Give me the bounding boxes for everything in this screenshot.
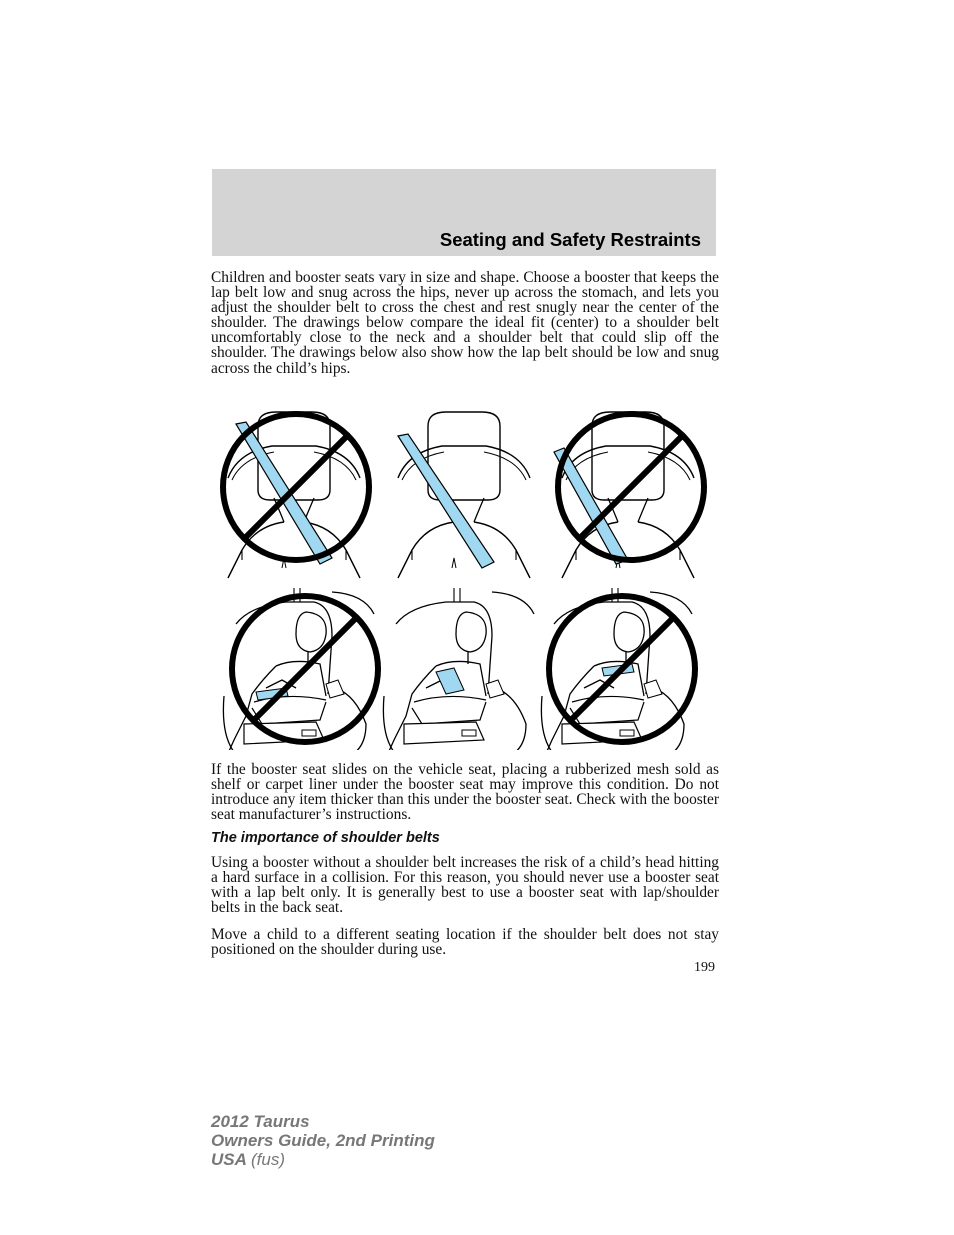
- footer-line-3: [211, 1150, 435, 1169]
- section-title: Seating and Safety Restraints: [439, 229, 701, 250]
- shoulder-belt-paragraph: Using a booster without a shoulder belt increases the risk of a child’s head hitting a hard surface in a collision. For this reason, you should never use a booster seat with a lap belt only. It is generally best to use a booster seat with lap/shoulder belts in the back seat.: [211, 854, 719, 917]
- booster-slide-paragraph: If the booster seat slides on the vehicle seat, placing a rubberized mesh sold as shelf or carpet liner under the booster seat may improve this condition. Do not introduce any item thicker than this under the booster seat. Check with the booster seat manufacturer’s instructions.: [211, 761, 719, 824]
- belt-fit-illustration: [212, 404, 716, 750]
- top-left-figure: [228, 412, 360, 578]
- bottom-center-figure-ideal-fit: [383, 588, 534, 750]
- footer-code: (fus): [251, 1150, 285, 1169]
- page-number: 199: [694, 960, 715, 975]
- footer: [211, 1112, 435, 1169]
- footer-line-2: Owners Guide, 2nd Printing: [211, 1131, 435, 1150]
- footer-line-1: 2012 Taurus: [211, 1112, 310, 1131]
- footer-region: USA: [211, 1150, 247, 1169]
- center-figure-ideal-fit: [398, 412, 530, 578]
- intro-paragraph: Children and booster seats vary in size and shape. Choose a booster that keeps the lap belt low and snug across the hips, never up across the stomach, and lets you adjust the shoulder belt to cross the chest and rest snugly near the center of the shoulder. The drawings below compare the ideal fit (center) to a shoulder belt uncomfortably close to the neck and a shoulder belt that could slip off the shoulder. The drawings below also show how the lap belt should be low and snug across the child’s hips.: [211, 269, 719, 377]
- subheading: The importance of shoulder belts: [211, 830, 440, 846]
- section-header-band: [212, 169, 716, 256]
- move-child-paragraph: Move a child to a different seating location if the shoulder belt does not stay positioned on the shoulder during use.: [211, 926, 719, 959]
